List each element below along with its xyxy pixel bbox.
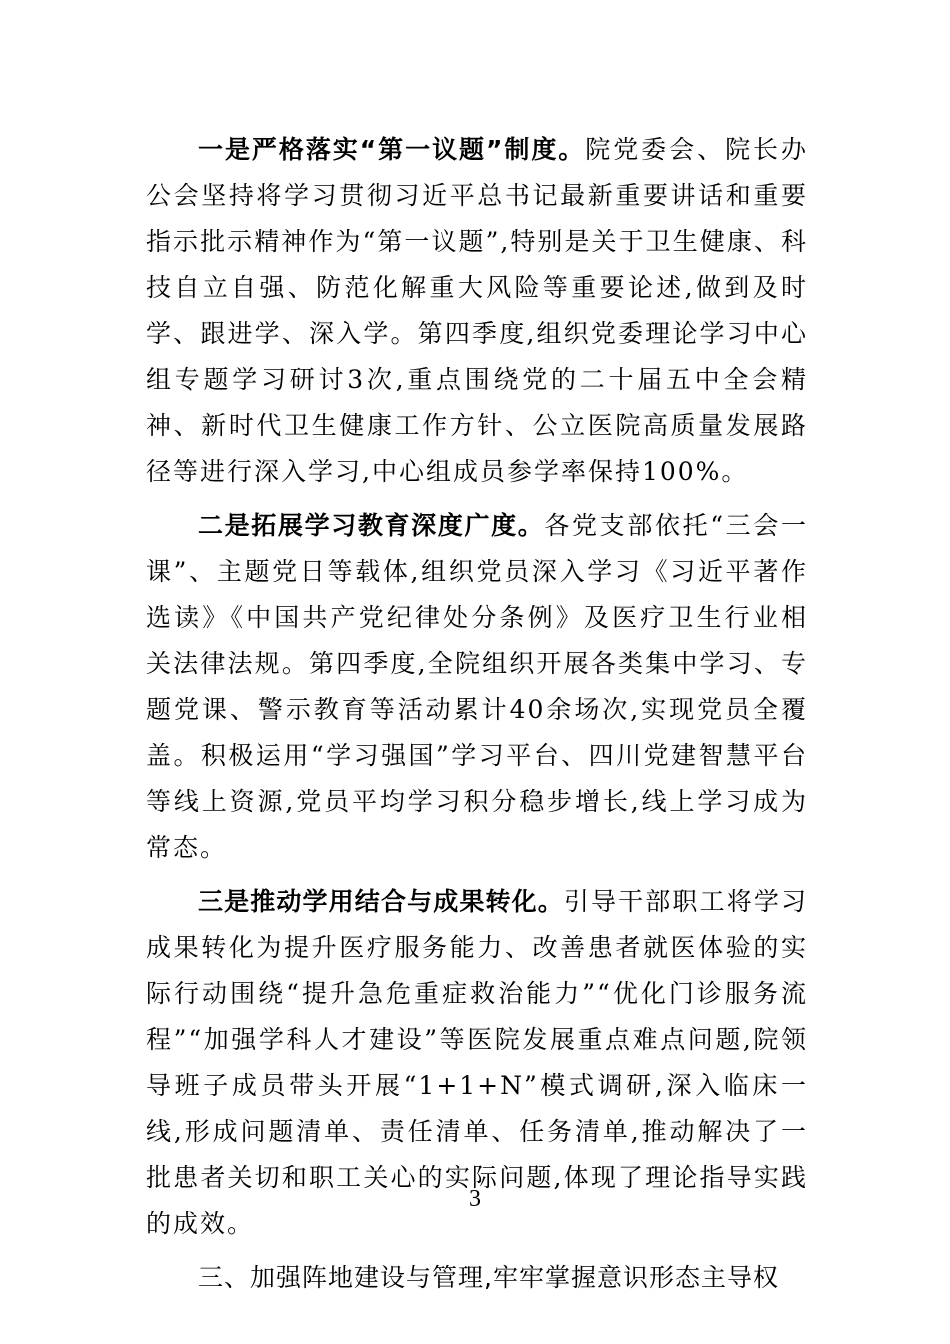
section-heading: 三、加强阵地建设与管理,牢牢掌握意识形态主导权 [198,1263,779,1292]
paragraph-first-agenda [146,127,808,495]
document-page [146,127,808,1301]
paragraph-body: 引导干部职工将学习成果转化为提升医疗服务能力、改善患者就医体验的实际行动围绕“提升急危重症救治能力”“优化门诊服务流程”“加强学科人才建设”等医院发展重点难点问题,院领导班子成员带头开展“1+1+N”模式调研,深入临床一线,形成问题清单、责任清单、任务清单,推动解决了一批患者关切和职工关心的实际问题,体现了理论指导实践的成效。 [146,887,808,1238]
paragraph-body: 院党委会、院长办公会坚持将学习贯彻习近平总书记最新重要讲话和重要指示批示精神作为“第一议题”,特别是关于卫生健康、科技自立自强、防范化解重大风险等重要论述,做到及时学、跟进学、深入学。第四季度,组织党委理论学习中心组专题学习研讨3次,重点围绕党的二十届五中全会精神、新时代卫生健康工作方针、公立医院高质量发展路径等进行深入学习,中心组成员参学率保持100%。 [146,135,808,486]
paragraph-lead: 二是拓展学习教育深度广度。 [198,511,545,540]
paragraph-body: 各党支部依托“三会一课”、主题党日等载体,组织党员深入学习《习近平著作选读》《中国共产党纪律处分条例》及医疗卫生行业相关法律法规。第四季度,全院组织开展各类集中学习、专题党课、警示教育等活动累计40余场次,实现党员全覆盖。积极运用“学习强国”学习平台、四川党建智慧平台等线上资源,党员平均学习积分稳步增长,线上学习成为常态。 [146,511,808,862]
paragraph-learning-education [146,503,808,871]
paragraph-lead: 三是推动学用结合与成果转化。 [198,887,564,916]
paragraph-lead: 一是严格落实“第一议题”制度。 [198,135,586,164]
page-number: 3 [469,1186,481,1212]
